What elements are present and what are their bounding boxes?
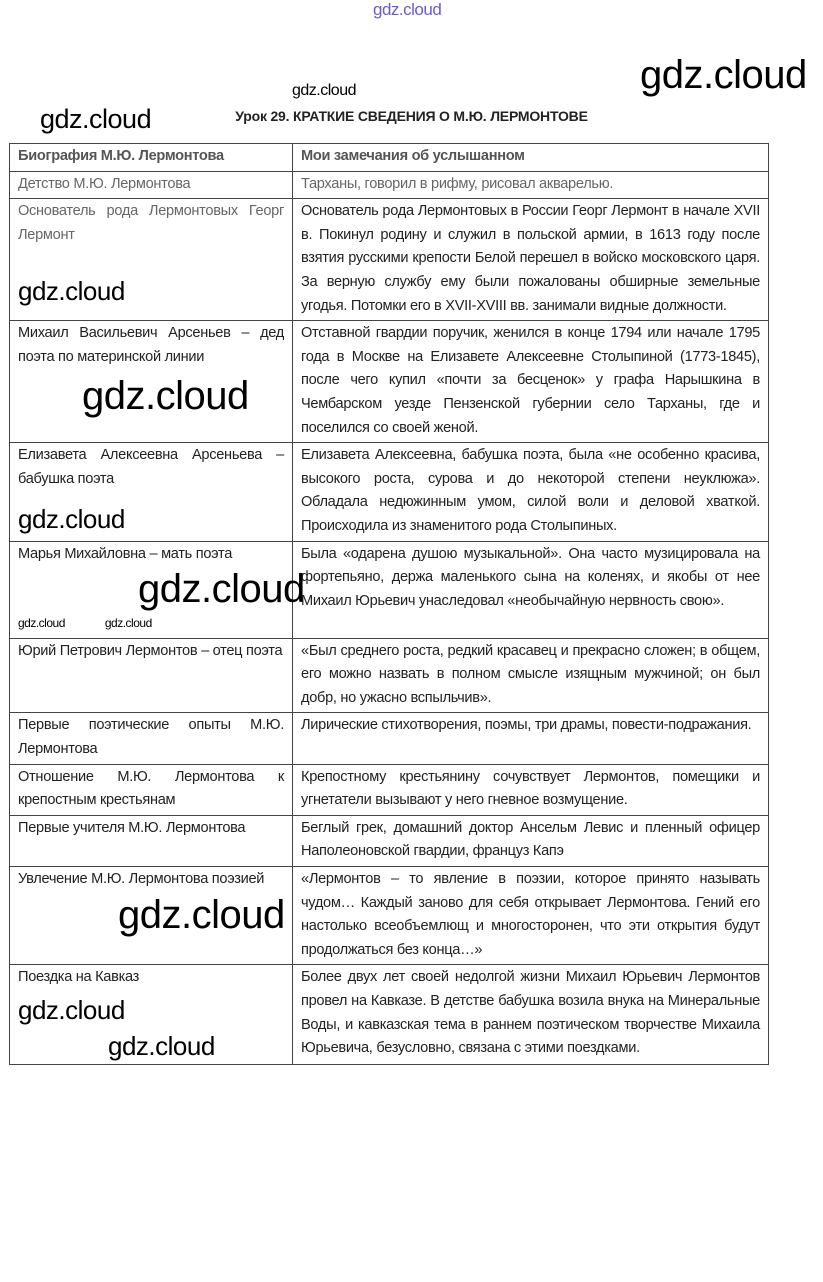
row-notes: «Лермонтов – то явление в поэзии, которое принято называть чудом… Каждый заново для себя открывает Лермонтова. Гений его настолько всеобъемлющ и многосторонен, что эти открытия будут продолжаться без конца…» <box>293 867 769 965</box>
table-row <box>10 199 769 321</box>
row-topic <box>10 965 293 1064</box>
watermark: gdz.cloud <box>18 504 125 535</box>
row-topic: Юрий Петрович Лермонтов – отец поэта <box>10 638 293 713</box>
watermark: gdz.cloud <box>40 104 152 134</box>
row-topic <box>10 199 293 321</box>
row-notes: Более двух лет своей недолгой жизни Михаил Юрьевич Лермонтов провел на Кавказе. В детстве бабушка возила внука на Минеральные Воды, и кавказская тема в раннем поэтическом творчестве Михаила Юрьевича, безусловно, связана с этими поездками. <box>293 965 769 1064</box>
table-row <box>10 638 769 713</box>
table-row <box>10 321 769 443</box>
row-notes: Беглый грек, домашний доктор Ансельм Левис и пленный офицер Наполеоновской гвардии, француз Капэ <box>293 815 769 866</box>
row-topic <box>10 443 293 541</box>
row-notes: «Был среднего роста, редкий красавец и прекрасно сложен; в общем, его можно назвать в полном смысле изящным мужчиной; он был добр, но ужасно вспыльчив». <box>293 638 769 713</box>
header-biography: Биография М.Ю. Лермонтова <box>10 144 293 172</box>
row-topic <box>10 171 293 199</box>
row-notes: Отставной гвардии поручик, женился в конце 1794 или начале 1795 года в Москве на Елизавете Алексеевне Столыпиной (1773-1845), после чего купил «почти за бесценок» у графа Нарышкина в Чембарском уезде Пензенской губернии село Тарханы, где и поселился со своей женой. <box>293 321 769 443</box>
row-topic-text: Детство М.Ю. Лермонтова <box>18 175 191 192</box>
row-topic-text: Михаил Васильевич Арсеньев – дед поэта по материнской линии <box>18 325 284 365</box>
biography-table <box>9 143 769 1065</box>
watermark: gdz.cloud <box>104 616 152 631</box>
table-row <box>10 965 769 1064</box>
row-topic-text: Увлечение М.Ю. Лермонтова поэзией <box>18 871 265 888</box>
table-row <box>10 867 769 965</box>
row-topic <box>10 867 293 965</box>
row-topic-text: Основатель рода Лермонтовых Георг Лермонт <box>18 203 284 243</box>
row-notes: Крепостному крестьянину сочувствует Лермонтов, помещики и угнетатели вызывают у него гневное возмущение. <box>293 764 769 815</box>
watermark: gdz.cloud <box>118 892 285 937</box>
row-notes: Была «одарена душою музыкальной». Она часто музицировала на фортепьяно, держа маленького сына на коленях, и якобы от нее Михаил Юрьевич унаследовал «необычайную нервность свою». <box>293 541 769 638</box>
row-topic <box>10 321 293 443</box>
watermark-top[interactable]: gdz.cloud <box>373 0 442 19</box>
watermark: gdz.cloud <box>138 567 305 612</box>
watermark: gdz.cloud <box>292 82 356 99</box>
row-notes: Основатель рода Лермонтовых в России Георг Лермонт в начале XVII в. Покинул родину и служил в польской армии, в 1613 году после взятия русскими крепости Белой перешел в войско московского царя. За верную службу ему были пожалованы обширные земельные угодья. Потомки его в XVII-XVIII вв. занимали видные должности. <box>293 199 769 321</box>
row-topic <box>10 541 305 638</box>
row-topic-text: Поездка на Кавказ <box>18 969 140 986</box>
row-topic: Первые учителя М.Ю. Лермонтова <box>10 815 293 866</box>
row-topic-text: Елизавета Алексеевна Арсеньева – бабушка поэта <box>18 447 284 487</box>
table-row <box>10 713 769 764</box>
table-row <box>10 443 769 541</box>
table-row <box>10 171 769 199</box>
row-topic-text: Марья Михайловна – мать поэта <box>18 545 233 562</box>
table-header-row <box>10 144 769 172</box>
row-topic: Первые поэтические опыты М.Ю. Лермонтова <box>10 713 293 764</box>
watermark: gdz.cloud <box>82 374 249 419</box>
page-title: Урок 29. КРАТКИЕ СВЕДЕНИЯ О М.Ю. ЛЕРМОНТОВЕ <box>235 108 588 124</box>
watermark: gdz.cloud <box>18 995 125 1025</box>
watermark: gdz.cloud <box>108 1030 215 1061</box>
row-notes: Елизавета Алексеевна, бабушка поэта, была «не особенно красива, высокого роста, сурова и до некоторой степени неуклюжа». Обладала недюжинным умом, силой воли и деловой хваткой. Происходила из знаменитого рода Столыпиных. <box>293 443 769 541</box>
watermark: gdz.cloud <box>18 276 125 307</box>
table-row <box>10 541 769 638</box>
row-notes: Тарханы, говорил в рифму, рисовал акварелью. <box>293 171 769 199</box>
row-topic: Отношение М.Ю. Лермонтова к крепостным крестьянам <box>10 764 293 815</box>
header-notes: Мои замечания об услышанном <box>293 144 769 172</box>
watermark: gdz.cloud <box>640 53 807 97</box>
table-row <box>10 815 769 866</box>
row-notes: Лирические стихотворения, поэмы, три драмы, повести-подражания. <box>293 713 769 764</box>
watermark: gdz.cloud <box>18 616 65 631</box>
table-row <box>10 764 769 815</box>
